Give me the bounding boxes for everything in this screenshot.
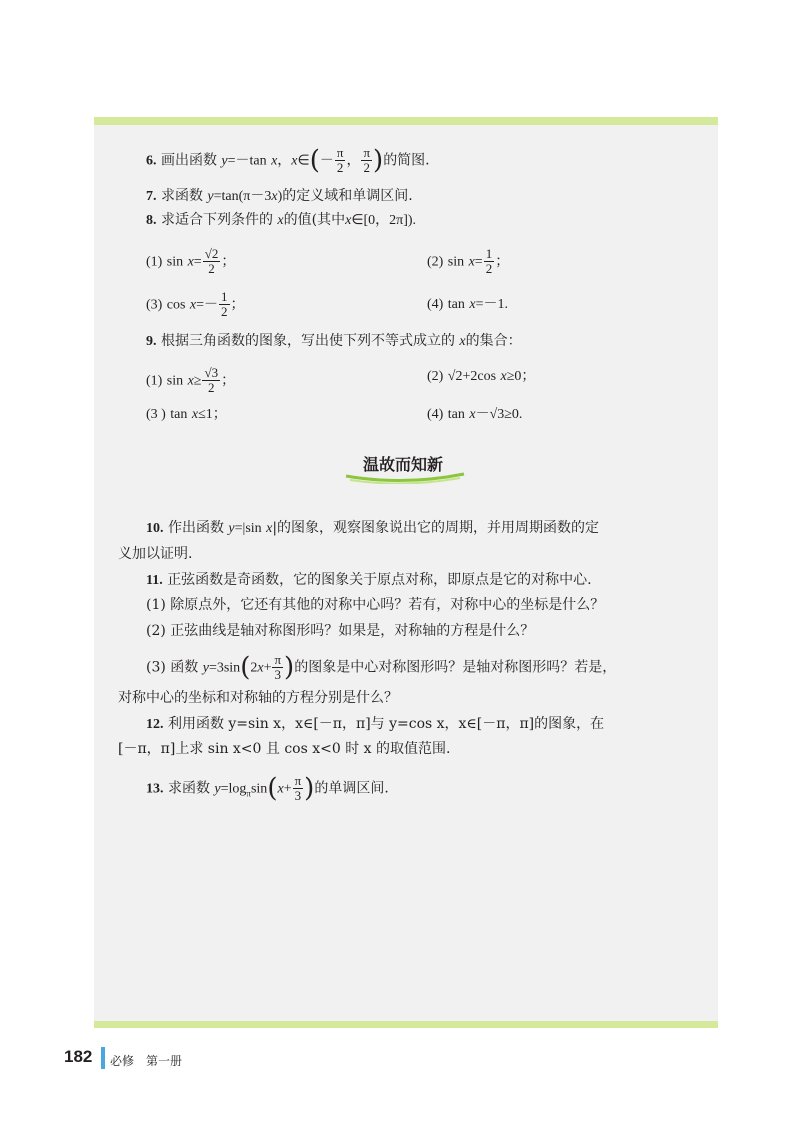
question-6: 6. 画出函数 y=－tan x，x∈(－ $\frac{\pi}{2}$ ， $\frac{\pi}{2}$ )的简图. (146, 145, 430, 176)
question-11: 11. 正弦函数是奇函数，它的图象关于原点对称，即原点是它的对称中心. (146, 572, 592, 588)
question-9-part-1: (1) sin x≥ $\frac{√3}{2}$ ； (146, 365, 236, 395)
question-11-part-1: (1) 除原点外，它还有其他的对称中心吗？若有，对称中心的坐标是什么？ (146, 597, 605, 613)
question-9-part-3: (3 ) tan x≤1； (146, 407, 227, 422)
top-rule (94, 117, 718, 125)
question-9: 9. 根据三角函数的图象，写出使下列不等式成立的 x的集合： (146, 333, 522, 349)
book-title: 必修 第一册 (110, 1054, 183, 1068)
question-10: 10. 作出函数 y=|sin x|的图象，观察图象说出它的周期，并用周期函数的定 (146, 520, 600, 536)
page-number-bar (101, 1047, 105, 1069)
fraction-pi-2: $\frac{\pi}{2}$ (363, 145, 371, 175)
question-11-part-3-line-2: 对称中心的坐标和对称轴的方程分别是什么？ (118, 690, 398, 706)
fraction-pi-2: $\frac{\pi}{2}$ (336, 145, 344, 175)
question-12-line-2: [－π，π]上求 sin x<0 且 cos x<0 时 x 的取值范围. (118, 741, 451, 757)
section-swoosh (344, 470, 466, 484)
question-8-part-3: (3) cos x=－ $\frac{1}{2}$ ； (146, 289, 245, 319)
question-12: 12. 利用函数 y=sin x，x∈[－π，π]与 y=cos x，x∈[－π，π]的图象，在 (146, 716, 605, 732)
question-11-part-2: (2) 正弦曲线是轴对称图形吗？如果是，对称轴的方程是什么？ (146, 623, 535, 639)
question-9-part-4: (4) tan x－√3≥0. (427, 407, 523, 422)
question-11-part-3: (3) 函数 y=3sin(2x+ $\frac{\pi}{3}$ )的图象是中心对称图形吗？是轴对称图形吗？若是， (146, 652, 617, 683)
question-9-part-2: (2) √2+2cos x≥0； (427, 369, 536, 384)
question-8-part-2: (2) sin x= $\frac{1}{2}$ ； (427, 246, 510, 276)
question-13: 13. 求函数 $y=\log_\pi\sin(x+$ $\frac{\pi}{3}$ )的单调区间. (146, 773, 389, 804)
question-8-part-4: (4) tan x=－1. (427, 297, 508, 312)
question-10-line-2: 义加以证明. (118, 546, 193, 562)
section-title: 温故而知新 (362, 455, 443, 474)
question-8-part-1: (1) sin x= $\frac{√2}{2}$ ； (146, 246, 236, 276)
page-number: 182 (64, 1047, 93, 1066)
question-7: 7. 求函数 y=tan(π－3x)的定义域和单调区间. (146, 188, 413, 204)
bottom-rule (94, 1021, 718, 1028)
question-8: 8. 求适合下列条件的 x的值(其中x∈[0，2π]). (146, 212, 417, 228)
